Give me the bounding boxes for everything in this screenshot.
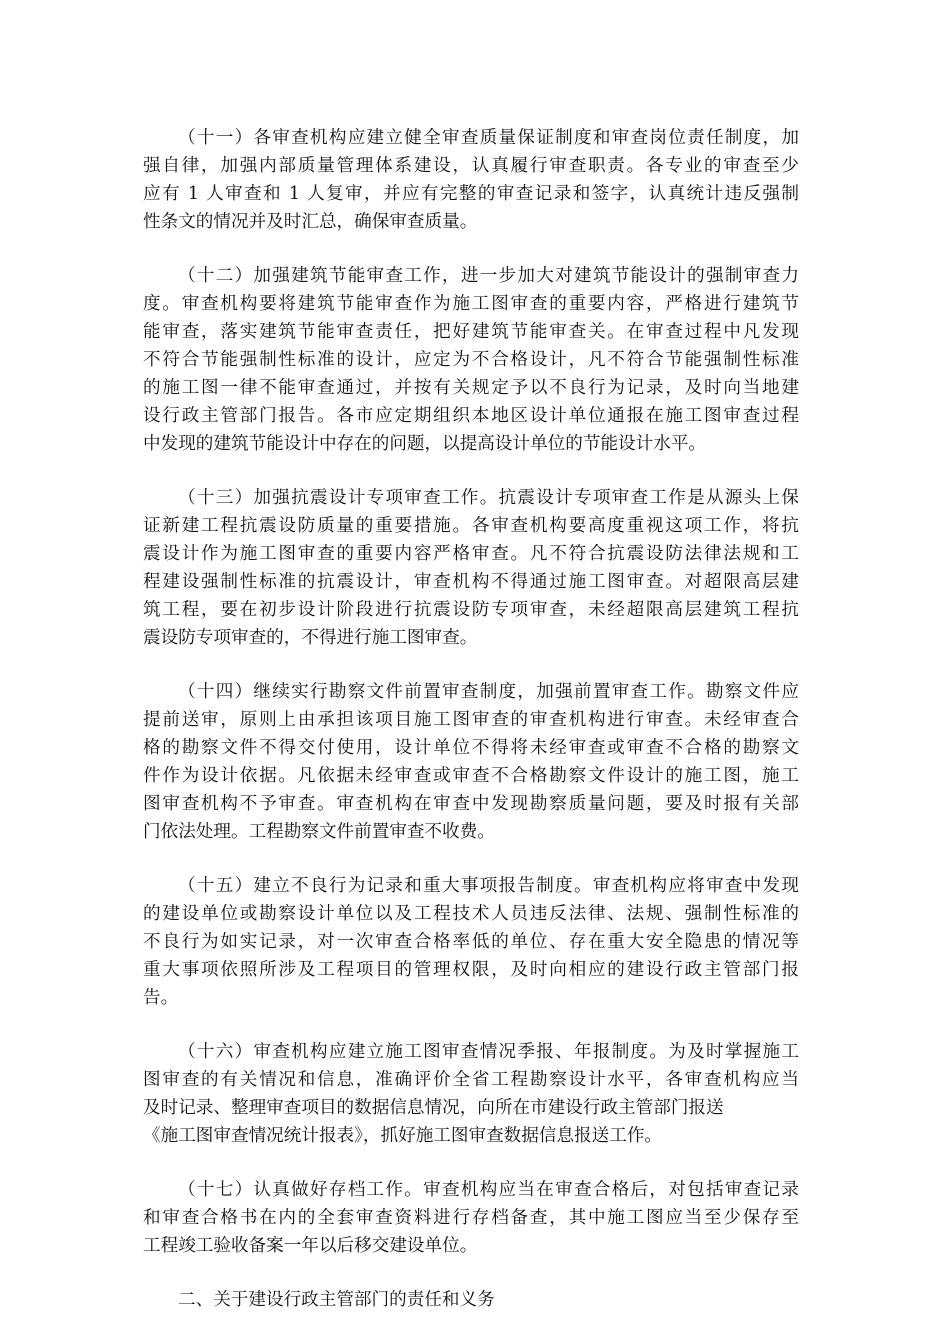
text-line: 格的勘察文件不得交付使用，设计单位不得将未经审查或审查不合格的勘察文 — [143, 738, 799, 758]
text-line: 不良行为如实记录，对一次审查合格率低的单位、存在重大安全隐患的情况等 — [143, 932, 799, 952]
text-line: 应有 1 人审查和 1 人复审，并应有完整的审查记录和签字，认真统计违反强制 — [143, 184, 799, 204]
paragraph-12 — [143, 262, 799, 458]
paragraph-15 — [143, 872, 799, 1012]
text-line: 强自律，加强内部质量管理体系建设，认真履行审查职责。各专业的审查至少 — [143, 156, 799, 176]
text-line: 《施工图审查情况统计报表》，抓好施工图审查数据信息报送工作。 — [143, 1126, 663, 1146]
text-line: 及时记录、整理审查项目的数据信息情况，向所在市建设行政主管部门报送 — [143, 1098, 724, 1118]
text-line: 件作为设计依据。凡依据未经审查或审查不合格勘察文件设计的施工图，施工 — [143, 766, 799, 786]
document-body — [143, 124, 799, 1314]
text-line: （十四）继续实行勘察文件前置审查制度，加强前置审查工作。勘察文件应 — [178, 682, 799, 702]
paragraph-11 — [143, 124, 799, 236]
text-line: （十一）各审查机构应建立健全审查质量保证制度和审查岗位责任制度，加 — [178, 128, 799, 148]
text-line: 性条文的情况并及时汇总，确保审查质量。 — [143, 212, 478, 232]
text-line: （十七）认真做好存档工作。审查机构应当在审查合格后，对包括审查记录 — [178, 1180, 799, 1200]
text-line: 程建设强制性标准的抗震设计，审查机构不得通过施工图审查。对超限高层建 — [143, 572, 799, 592]
text-line: 设行政主管部门报告。各市应定期组织本地区设计单位通报在施工图审查过程 — [143, 406, 799, 426]
text-line: （十二）加强建筑节能审查工作，进一步加大对建筑节能设计的强制审查力 — [178, 266, 799, 286]
text-line: 的施工图一律不能审查通过，并按有关规定予以不良行为记录，及时向当地建 — [143, 378, 799, 398]
text-line: （十五）建立不良行为记录和重大事项报告制度。审查机构应将审查中发现 — [178, 876, 799, 896]
text-line: 重大事项依照所涉及工程项目的管理权限，及时向相应的建设行政主管部门报 — [143, 960, 799, 980]
paragraph-13 — [143, 484, 799, 652]
text-line: 和审查合格书在内的全套审查资料进行存档备查，其中施工图应当至少保存至 — [143, 1208, 799, 1228]
text-line: 不符合节能强制性标准的设计，应定为不合格设计，凡不符合节能强制性标准 — [143, 350, 799, 370]
text-line: 能审查，落实建筑节能审查责任，把好建筑节能审查关。在审查过程中凡发现 — [143, 322, 799, 342]
text-line: （十六）审查机构应建立施工图审查情况季报、年报制度。为及时掌握施工 — [178, 1042, 799, 1062]
text-line: 提前送审，原则上由承担该项目施工图审查的审查机构进行审查。未经审查合 — [143, 710, 799, 730]
text-line: 的建设单位或勘察设计单位以及工程技术人员违反法律、法规、强制性标准的 — [143, 904, 799, 924]
text-line: 工程竣工验收备案一年以后移交建设单位。 — [143, 1236, 478, 1256]
paragraph-16 — [143, 1038, 799, 1150]
paragraph-14 — [143, 678, 799, 846]
text-line: 图审查机构不予审查。审查机构在审查中发现勘察质量问题，要及时报有关部 — [143, 794, 799, 814]
text-line: 震设防专项审查的，不得进行施工图审查。 — [143, 628, 478, 648]
text-line: 震设计作为施工图审查的重要内容严格审查。凡不符合抗震设防法律法规和工 — [143, 544, 799, 564]
text-line: 度。审查机构要将建筑节能审查作为施工图审查的重要内容，严格进行建筑节 — [143, 294, 799, 314]
text-line: 门依法处理。工程勘察文件前置审查不收费。 — [143, 822, 495, 842]
section-heading: 二、关于建设行政主管部门的责任和义务 — [178, 1290, 495, 1310]
text-line: 告。 — [143, 988, 179, 1008]
paragraph-17 — [143, 1176, 799, 1260]
text-line: 中发现的建筑节能设计中存在的问题，以提高设计单位的节能设计水平。 — [143, 434, 707, 454]
text-line: （十三）加强抗震设计专项审查工作。抗震设计专项审查工作是从源头上保 — [178, 488, 799, 508]
text-line: 证新建工程抗震设防质量的重要措施。各审查机构要高度重视这项工作，将抗 — [143, 516, 799, 536]
text-line: 筑工程，要在初步设计阶段进行抗震设防专项审查，未经超限高层建筑工程抗 — [143, 600, 799, 620]
text-line: 图审查的有关情况和信息，准确评价全省工程勘察设计水平，各审查机构应当 — [143, 1070, 799, 1090]
